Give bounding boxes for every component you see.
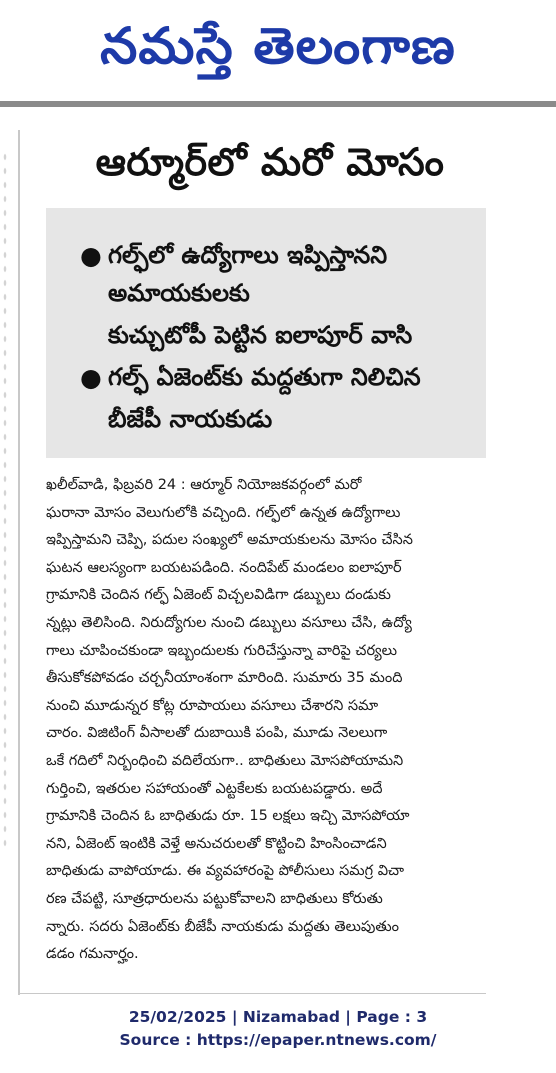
article-body-line: గాలు చూపించకుండా ఇబ్బందులకు గురిచేస్తున్నా వారిపై చర్యలు bbox=[46, 642, 397, 659]
article-body-line: ఖలీల్‌వాడి, ఫిబ్రవరి 24 : ఆర్మూర్ నియోజకవర్గంలో మరో bbox=[46, 477, 362, 493]
article-body-line: న్నారు. సదరు ఏజెంట్‌కు బీజేపీ నాయకుడు మద్దతు తెలుపుతుం bbox=[46, 918, 400, 935]
bullet-dot-icon: ● bbox=[80, 241, 102, 270]
summary-bullet-2-line-1: గల్ఫ్ ఏజెంట్‌కు మద్దతుగా నిలిచిన bbox=[108, 363, 421, 391]
article-body-line: ఘరానా మోసం వెలుగులోకి వచ్చింది. గల్ఫ్‌లో ఉన్నత ఉద్యోగాలు bbox=[46, 504, 401, 521]
article-body-line: గుర్తించి, ఇతరుల సహాయంతో ఎట్టకేలకు బయటపడ్డారు. అదే bbox=[46, 780, 383, 797]
article-body-line: నుంచి మూడున్నర కోట్ల రూపాయలు వసూలు చేశారని సమా bbox=[46, 697, 379, 714]
article-body-line: ఒకే గదిలో నిర్బంధించి వదిలేయగా.. బాధితులు మోసపోయామని bbox=[46, 752, 404, 769]
article-bottom-rule bbox=[20, 993, 486, 994]
bullet-dot-icon: ● bbox=[80, 363, 102, 392]
article-body-line: ఘటన ఆలస్యంగా బయటపడింది. నందిపేట్ మండలం ఐలాపూర్ bbox=[46, 559, 402, 576]
article-body-line: బాధితుడు వాపోయాడు. ఈ వ్యవహారంపై పోలీసులు సమగ్ర విచా bbox=[46, 863, 405, 880]
masthead-divider bbox=[0, 101, 556, 107]
summary-bullet-2-line-2: బీజేపీ నాయకుడు bbox=[108, 405, 273, 433]
page-footer bbox=[0, 1006, 556, 1052]
article-headline: ఆర్మూర్‌లో మరో మోసం bbox=[95, 140, 445, 184]
left-column-rule bbox=[18, 130, 20, 995]
article-body-line: గ్రామానికి చెందిన ఓ బాధితుడు రూ. 15 లక్షలు ఇచ్చి మోసపోయా bbox=[46, 808, 410, 825]
masthead bbox=[0, 0, 556, 100]
footer-source: Source : https://epaper.ntnews.com/ bbox=[119, 1031, 437, 1049]
summary-bullet-1-line-3: కుచ్చుటోపీ పెట్టిన ఐలాపూర్ వాసి bbox=[108, 321, 413, 349]
summary-bullet-1-line-2: అమాయకులకు bbox=[108, 279, 250, 307]
article-body bbox=[46, 472, 486, 969]
newspaper-logo: నమస్తే తెలంగాణ bbox=[100, 17, 456, 75]
article-body-line: డడం గమనార్హం. bbox=[46, 946, 139, 963]
article-body-line: రణ చేపట్టి, సూత్రధారులను పట్టుకోవాలని బాధితులు కోరుతు bbox=[46, 890, 383, 907]
article-body-line: నని, ఏజెంట్ ఇంటికి వెళ్తే అనుచరులతో కొట్టించి హింసించాడని bbox=[46, 835, 387, 852]
summary-box bbox=[46, 208, 486, 458]
footer-date-edition: 25/02/2025 | Nizamabad | Page : 3 bbox=[128, 1008, 428, 1026]
article-body-line: చారం. విజిటింగ్ వీసాలతో దుబాయికి పంపి, మూడు నెలలుగా bbox=[46, 725, 388, 742]
left-margin-texture bbox=[2, 150, 8, 850]
article-body-line: న్నట్లు తెలిసింది. నిరుద్యోగుల నుంచి డబ్బులు వసూలు చేసి, ఉద్యో bbox=[46, 614, 412, 631]
article-body-line: తీసుకోకపోవడం చర్చనీయాంశంగా మారింది. సుమారు 35 మంది bbox=[46, 670, 403, 687]
article-body-line: గ్రామానికి చెందిన గల్ఫ్ ఏజెంట్ విచ్చలవిడిగా డబ్బులు దండుకు bbox=[46, 587, 391, 604]
article-body-line: ఇప్పిస్తామని చెప్పి, పదుల సంఖ్యలో అమాయకులను మోసం చేసిన bbox=[46, 532, 413, 549]
summary-bullet-1-line-1: గల్ఫ్‌లో ఉద్యోగాలు ఇప్పిస్తానని bbox=[108, 241, 388, 269]
